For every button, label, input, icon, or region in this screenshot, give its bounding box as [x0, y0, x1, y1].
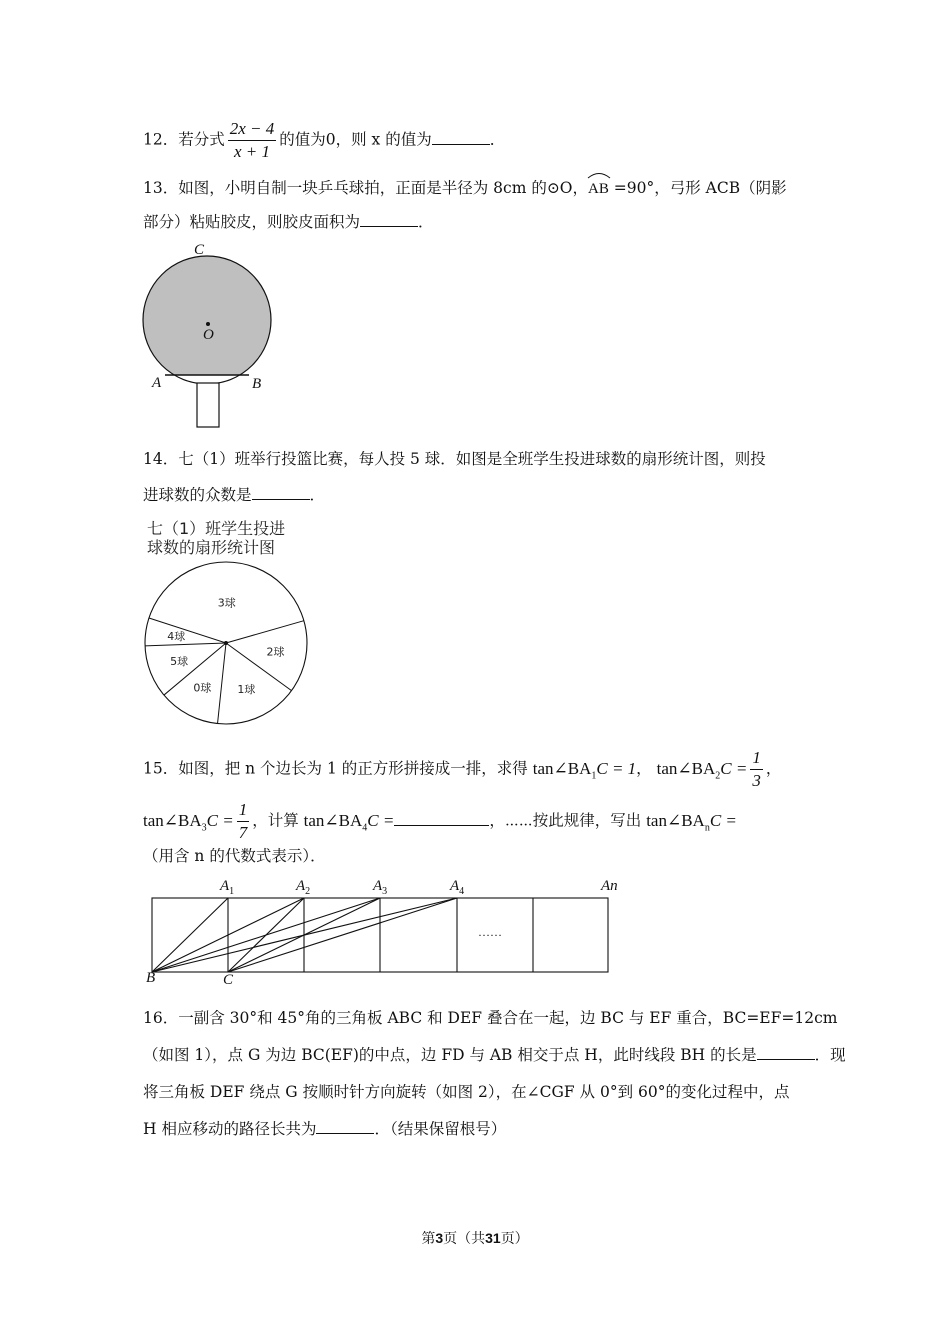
- total-pages: 31: [485, 1230, 501, 1246]
- question-15-line-3: [143, 846, 326, 866]
- question-16-line-3: [143, 1082, 789, 1102]
- q13-arc-label: AB: [588, 181, 609, 197]
- q15-expr-4: $\tan\angle BA_4C$ =: [303, 810, 395, 833]
- pie-slice-boundary: [145, 643, 226, 646]
- question-15-line-2: [143, 799, 737, 844]
- arc-symbol-icon: [587, 171, 611, 179]
- q16-text-3: ．现: [814, 1046, 846, 1064]
- pie-slice-label: 0球: [193, 681, 212, 695]
- pie-slice-label: 3球: [217, 596, 236, 610]
- question-14-line-2: [143, 485, 325, 505]
- shaded-segment: [143, 256, 271, 384]
- q15-text: 15．如图，把 n 个边长为 1 的正方形拼接成一排，求得: [143, 759, 528, 778]
- q15-sep: ，: [636, 759, 652, 778]
- pie-slice-label: 1球: [237, 682, 256, 696]
- pie-slice-label: 4球: [167, 630, 186, 644]
- label-an: An: [601, 878, 618, 894]
- q16-text-5: H 相应移动的路径长共为: [143, 1120, 317, 1138]
- q12-numerator: 2x − 4: [228, 118, 277, 141]
- q15-expr-5: $\tan\angle BA_nC$ =: [646, 810, 737, 833]
- question-13-line-1: [143, 175, 787, 199]
- page-number: 3: [435, 1230, 444, 1246]
- q13-arc-ab: [588, 175, 609, 199]
- center-point: [206, 322, 210, 326]
- pie-center: [224, 641, 228, 645]
- question-16-line-2: [143, 1045, 846, 1065]
- q12-fraction: [228, 118, 277, 163]
- question-16-line-4: [143, 1119, 506, 1139]
- q12-end: ．: [489, 130, 506, 149]
- q13-text: 13．如图，小明自制一块乒乓球拍，正面是半径为 8cm 的⊙O，: [143, 179, 589, 197]
- page-footer: 第3页（共31页）: [421, 1230, 529, 1247]
- q15-end-1: ，: [765, 759, 782, 778]
- label-b: B: [252, 376, 262, 392]
- q16-text-1: 16．一副含 30°和 45°角的三角板 ABC 和 DEF 叠合在一起，边 BC 与 EF 重合，BC=EF=12cm: [143, 1009, 838, 1027]
- label-c: C: [194, 242, 205, 258]
- label-a2: $A_2$: [296, 878, 311, 897]
- ellipsis-label: ……: [478, 925, 502, 939]
- q12-text-2: 的值为0，则 x 的值为: [279, 130, 432, 149]
- q13-text-3: 部分）粘贴胶皮，则胶皮面积为: [143, 213, 361, 231]
- pie-slice-boundary: [218, 643, 226, 724]
- q15-expr-3: $\tan\angle BA_3C$ =: [143, 810, 234, 833]
- q13-answer-blank: [360, 212, 418, 227]
- q16-text-6: ．（结果保留根号）: [374, 1120, 507, 1138]
- q15-expr-2: $\tan\angle BA_2C$ =: [656, 758, 748, 781]
- q15-text-3: ，⋯⋯按此规律，写出: [489, 811, 642, 830]
- q13-text-2: =90°，弓形 ACB（阴影: [608, 179, 787, 197]
- q14-text: 14．七（1）班举行投篮比赛，每人投 5 球．如图是全班学生投进球数的扇形统计图，则投: [143, 450, 766, 468]
- q15-text-4: （用含 n 的代数式表示）．: [143, 847, 326, 865]
- label-a1: $A_1$: [220, 878, 235, 897]
- q15-fraction-1-3: $\frac{1}{3}$: [752, 748, 761, 790]
- q14-text-2: 进球数的众数是: [143, 486, 252, 504]
- q15-text-2: ，计算: [252, 811, 299, 830]
- q12-denominator: x + 1: [233, 142, 271, 161]
- pie-slice-label: 2球: [266, 645, 285, 659]
- q13-end: ．: [418, 213, 434, 231]
- question-14-line-1: [143, 449, 766, 469]
- q15-answer-blank-1: [394, 811, 489, 826]
- question-16-line-1: [143, 1008, 837, 1028]
- q16-text-2: （如图 1），点 G 为边 BC(EF)的中点，边 FD 与 AB 相交于点 H，此时线段 BH 的长是: [143, 1046, 757, 1064]
- pie-slice-boundary: [226, 621, 304, 643]
- question-15-line-1: [143, 747, 781, 792]
- question-12: [143, 118, 505, 163]
- q16-text-4: 将三角板 DEF 绕点 G 按顺时针方向旋转（如图 2），在∠CGF 从 0°到 60°的变化过程中，点: [143, 1083, 790, 1101]
- label-a: A: [152, 375, 162, 391]
- q16-answer-blank-2: [316, 1119, 374, 1134]
- paddle-handle: [197, 383, 219, 427]
- q15-fraction-1-7: $\frac{1}{7}$: [238, 800, 248, 842]
- label-a4: $A_4$: [450, 878, 465, 897]
- label-a3: $A_3$: [373, 878, 388, 897]
- pie-chart: [140, 557, 315, 729]
- question-13-line-2: [143, 212, 434, 232]
- label-c-squares: C: [223, 972, 234, 988]
- q14-answer-blank: [252, 485, 310, 500]
- pie-chart-title-line-2: 球数的扇形统计图: [147, 538, 276, 557]
- q16-answer-blank-1: [757, 1045, 815, 1060]
- pie-slice-label: 5球: [170, 654, 189, 668]
- q12-answer-blank: [432, 130, 490, 145]
- q12-text: 12．若分式: [143, 130, 225, 149]
- q14-end: ．: [309, 486, 326, 504]
- q15-expr-1: $\tan\angle BA_1C = 1$: [532, 758, 637, 781]
- pie-slice-boundary: [149, 618, 226, 643]
- pie-chart-title-line-1: 七（1）班学生投进: [147, 519, 286, 538]
- label-o: O: [203, 327, 214, 343]
- label-b-squares: B: [146, 970, 156, 986]
